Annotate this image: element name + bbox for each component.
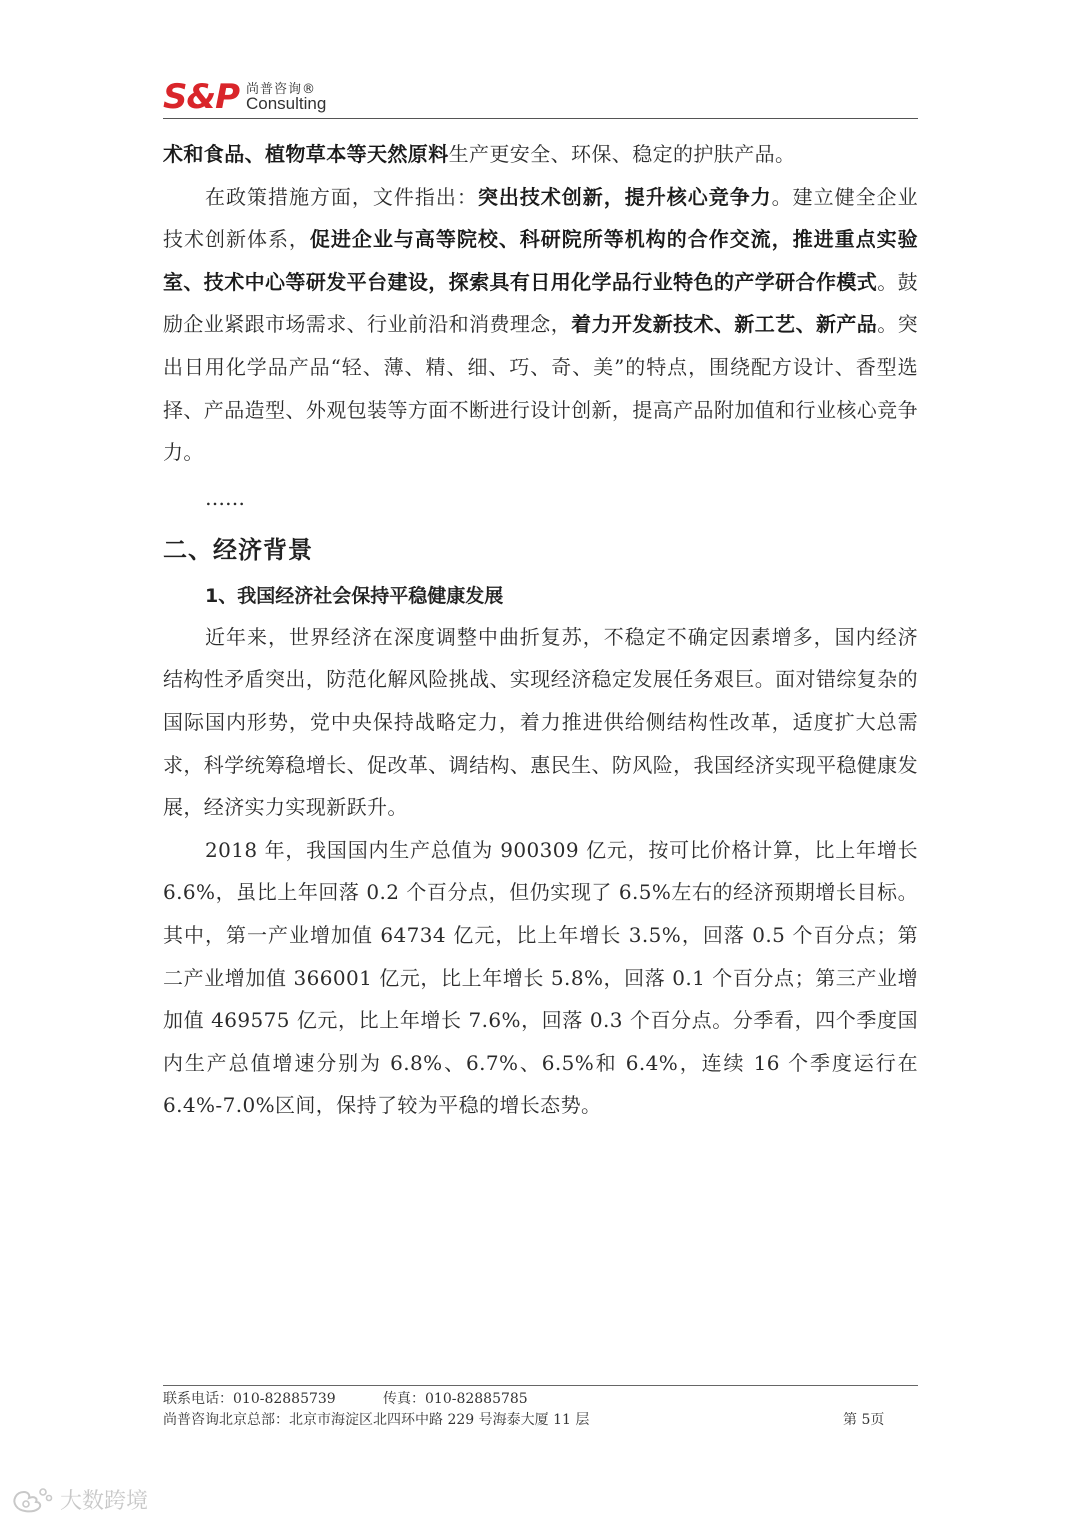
paragraph-4: 2018 年，我国国内生产总值为 900309 亿元，按可比价格计算，比上年增长 6.6%，虽比上年回落 0.2 个百分点，但仍实现了 6.5%左右的经济预期增长目标。其中，第一产业增加值 64734 亿元，比上年增长 3.5%，回落 0.5 个百分点；第二产业增加值 366001 亿元，比上年增长 5.8%，回落 0.1 个百分点；第三产业增加值 469575 亿元，比上年增长 7.6%，回落 0.3 个百分点。分季看，四个季度国内生产总值增速分别为 6.8%、6.7%、6.5%和 6.4%，连续 16 个季度运行在 6.4%-7.0%区间，保持了较为平稳的增长态势。	[163, 837, 918, 1118]
emphasized-text: 突出技术创新，提升核心竞争力	[477, 184, 772, 209]
footer-divider	[163, 1385, 918, 1386]
footer-fax: 传真：010-82885785	[383, 1391, 528, 1407]
body-text: 。鼓励企业紧跟市场需求、行业前沿和消费理念，	[163, 269, 918, 337]
page-number: 第 5页	[843, 1412, 885, 1428]
watermark	[10, 1482, 148, 1516]
emphasized-text: 着力开发新技术、新工艺、新产品	[571, 312, 878, 337]
header-divider	[163, 118, 918, 119]
page-header	[163, 74, 918, 120]
footer-address: 尚普咨询北京总部：北京市海淀区北四环中路 229 号海泰大厦 11 层	[163, 1412, 590, 1428]
paragraph-2	[163, 176, 918, 474]
body-text: 。突出日用化学品产品“轻、薄、精、细、巧、奇、美”的特点，围绕配方设计、香型选择、产品造型、外观包装等方面不断进行设计创新，提高产品附加值和行业核心竞争力。	[163, 312, 918, 465]
company-logo-en: Consulting	[246, 94, 327, 113]
document-body	[163, 133, 918, 1127]
body-text: 生产更安全、环保、稳定的护肤产品。	[448, 142, 796, 166]
company-logo-cn: 尚普咨询®	[246, 82, 317, 97]
footer-phone: 联系电话：010-82885739	[163, 1391, 336, 1407]
section-heading: 二、经济背景	[163, 535, 313, 564]
subsection-heading: 1、我国经济社会保持平稳健康发展	[205, 584, 504, 607]
emphasized-text: 促进企业与高等院校、科研院所等机构的合作交流，推进重点实验室、技术中心等研发平台建设，探索具有日用化学品行业特色的产学研合作模式	[163, 227, 918, 294]
emphasized-text: 术和食品、植物草本等天然原料	[163, 142, 449, 166]
watermark-text: 大数跨境	[60, 1488, 149, 1514]
page-footer	[163, 1389, 918, 1431]
ellipsis: ……	[205, 485, 245, 510]
paragraph-1	[163, 133, 918, 176]
weibo-style-logo-icon	[10, 1484, 54, 1514]
paragraph-3: 近年来，世界经济在深度调整中曲折复苏，不稳定不确定因素增多，国内经济结构性矛盾突出，防范化解风险挑战、实现经济稳定发展任务艰巨。面对错综复杂的国际国内形势，党中央保持战略定力，着力推进供给侧结构性改革，适度扩大总需求，科学统筹稳增长、促改革、调结构、惠民生、防风险，我国经济实现平稳健康发展，经济实力实现新跃升。	[163, 624, 918, 820]
body-text: 。建立健全企业技术创新体系，	[163, 184, 918, 252]
company-logo-mark: S&P	[163, 77, 240, 117]
body-text: 在政策措施方面，文件指出：	[205, 184, 478, 209]
